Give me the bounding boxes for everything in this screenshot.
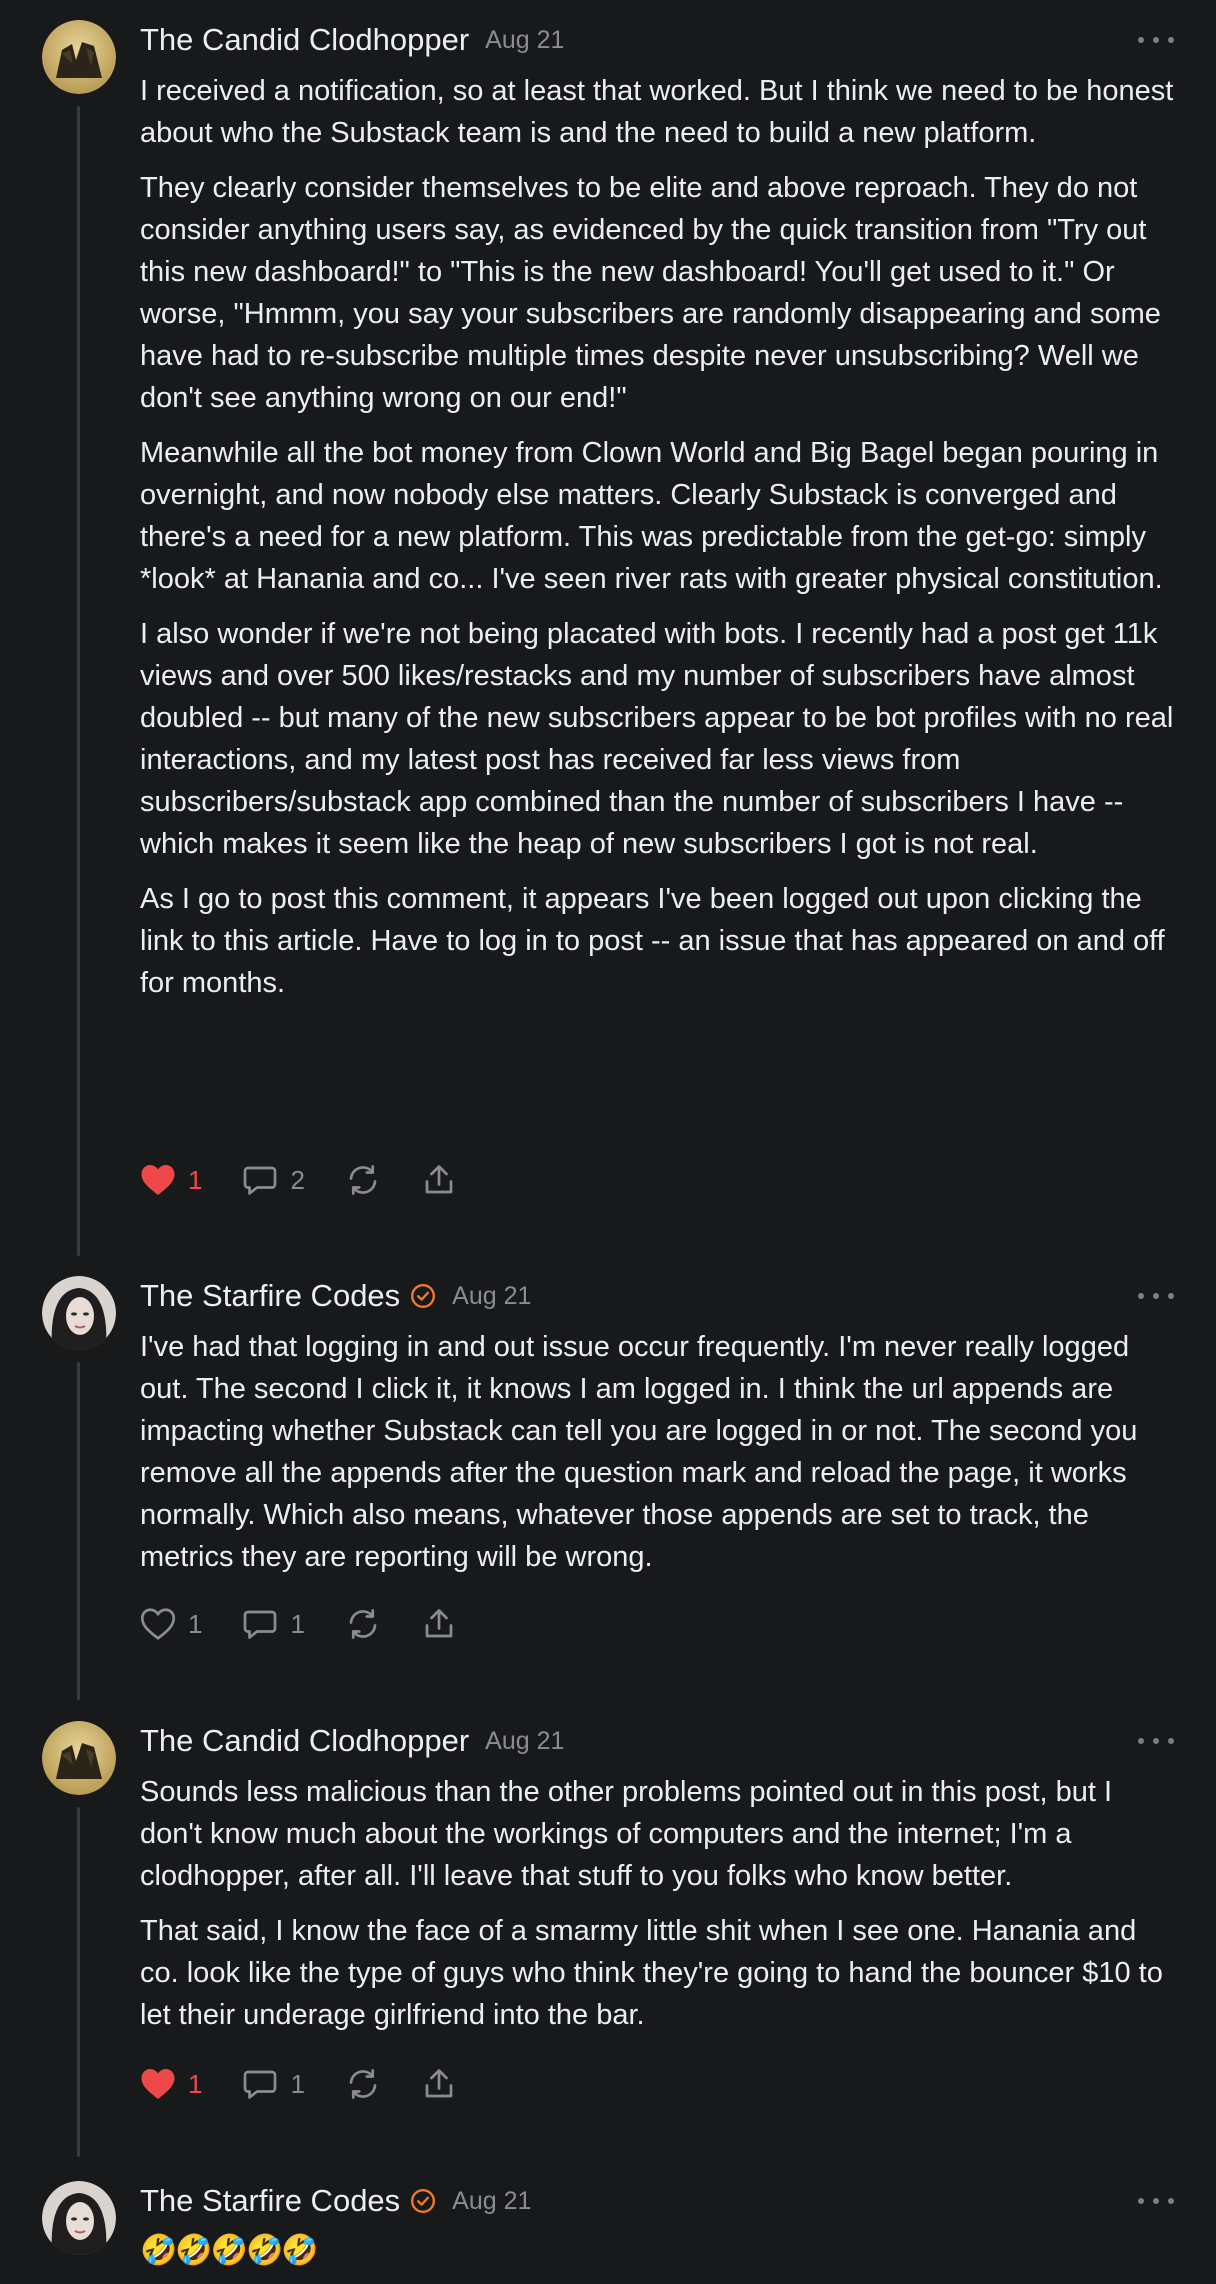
author-name[interactable]: The Starfire Codes [140,1278,401,1313]
reply-count: 1 [290,2068,305,2099]
restack-icon [345,1162,381,1198]
comment-icon [242,1162,278,1198]
comment-header [140,1276,531,1316]
like-count: 1 [188,2068,203,2099]
author-name[interactable]: The Candid Clodhopper [140,22,470,57]
thread-line [77,106,80,1256]
more-icon[interactable] [1138,2189,1174,2213]
restack-button[interactable] [345,2066,381,2102]
avatar[interactable] [42,20,116,94]
share-icon [421,2066,457,2102]
restack-icon [345,2066,381,2102]
avatar[interactable] [42,2181,116,2255]
verified-badge-icon [410,1283,436,1309]
comment-header [140,2181,531,2221]
comment-paragraph: Meanwhile all the bot money from Clown World and Big Bagel began pouring in overnight, and now nobody else matters. Clearly Substack is converged and there's a need for a new platform. This was predictable from the get-go: simply *look* at Hanania and co... I've seen river rats with greater physical constitution. [140,437,1163,595]
comment-body [140,70,1180,1017]
comment-actions [140,1160,497,1200]
comment-paragraph: I also wonder if we're not being placated with bots. I recently had a post get 11k views and over 500 likes/restacks and my number of subscribers have almost doubled -- but many of the new subscribers appear to be bot profiles with no real interactions, and my latest post has received far less views from subscribers/substack app combined than the number of subscribers I have -- which makes it seem like the heap of new subscribers I got is not real. [140,618,1174,860]
thread-line [77,1807,80,2157]
comment-paragraph: I received a notification, so at least that worked. But I think we need to be honest about who the Substack team is and the need to build a new platform. [140,75,1174,149]
comment-date[interactable]: Aug 21 [485,1726,565,1755]
comment-paragraph: I've had that logging in and out issue occur frequently. I'm never really logged out. The second I click it, it knows I am logged in. I think the url appends are impacting whether Substack can tell you are logged in or not. The second you remove all the appends after the question mark and reload the page, it works normally. Which also means, whatever those appends are set to track, the metrics they are reporting will be wrong. [140,1331,1138,1573]
comment-date[interactable]: Aug 21 [485,25,565,54]
share-button[interactable] [421,1606,457,1642]
comment-header [140,1721,564,1761]
comment-icon [242,1606,278,1642]
like-button[interactable] [140,1163,202,1197]
restack-icon [345,1606,381,1642]
thread-line [77,1362,80,1700]
restack-button[interactable] [345,1162,381,1198]
comment-body [140,1326,1180,1591]
like-button[interactable] [140,1607,202,1641]
restack-button[interactable] [345,1606,381,1642]
reply-button[interactable] [242,2066,304,2102]
author-name[interactable]: The Starfire Codes [140,2183,401,2218]
reply-button[interactable] [242,1606,304,1642]
like-button[interactable] [140,2067,202,2101]
comment-paragraph: 🤣🤣🤣🤣🤣 [140,2234,317,2267]
more-icon[interactable] [1138,1729,1174,1753]
comment-actions [140,1604,497,1644]
like-count: 1 [188,1608,203,1639]
comment-paragraph: Sounds less malicious than the other problems pointed out in this post, but I don't know much about the workings of computers and the internet; I'm a clodhopper, after all. I'll leave that stuff to you folks who know better. [140,1776,1113,1892]
author-name[interactable]: The Candid Clodhopper [140,1723,470,1758]
comment-paragraph: As I go to post this comment, it appears I've been logged out upon clicking the link to this article. Have to log in to post -- an issue that has appeared on and off for months. [140,883,1165,999]
comment-paragraph: They clearly consider themselves to be elite and above reproach. They do not consider anything users say, as evidenced by the quick transition from "Try out this new dashboard!" to "This is the new dashboard! You'll get used to it." Or worse, "Hmmm, you say your subscribers are randomly disappearing and some have had to re-subscribe multiple times despite never unsubscribing? Well we don't see anything wrong on our end!" [140,172,1161,414]
comment-actions [140,2064,497,2104]
verified-badge-icon [410,2188,436,2214]
avatar[interactable] [42,1721,116,1795]
reply-count: 2 [290,1164,305,1195]
comment-body [140,2231,1180,2271]
comment-date[interactable]: Aug 21 [452,1281,532,1310]
reply-button[interactable] [242,1162,304,1198]
like-count: 1 [188,1164,203,1195]
more-icon[interactable] [1138,1284,1174,1308]
comment-body [140,1771,1180,2049]
share-button[interactable] [421,1162,457,1198]
comment-icon [242,2066,278,2102]
avatar[interactable] [42,1276,116,1350]
share-icon [421,1606,457,1642]
comment-date[interactable]: Aug 21 [452,2186,532,2215]
heart-icon [140,1163,176,1197]
more-icon[interactable] [1138,28,1174,52]
comment-header [140,20,564,60]
heart-icon [140,2067,176,2101]
reply-count: 1 [290,1608,305,1639]
comment-paragraph: That said, I know the face of a smarmy little shit when I see one. Hanania and co. look like the type of guys who think they're going to hand the bouncer $10 to let their underage girlfriend into the bar. [140,1915,1163,2031]
share-button[interactable] [421,2066,457,2102]
share-icon [421,1162,457,1198]
heart-icon [140,1607,176,1641]
